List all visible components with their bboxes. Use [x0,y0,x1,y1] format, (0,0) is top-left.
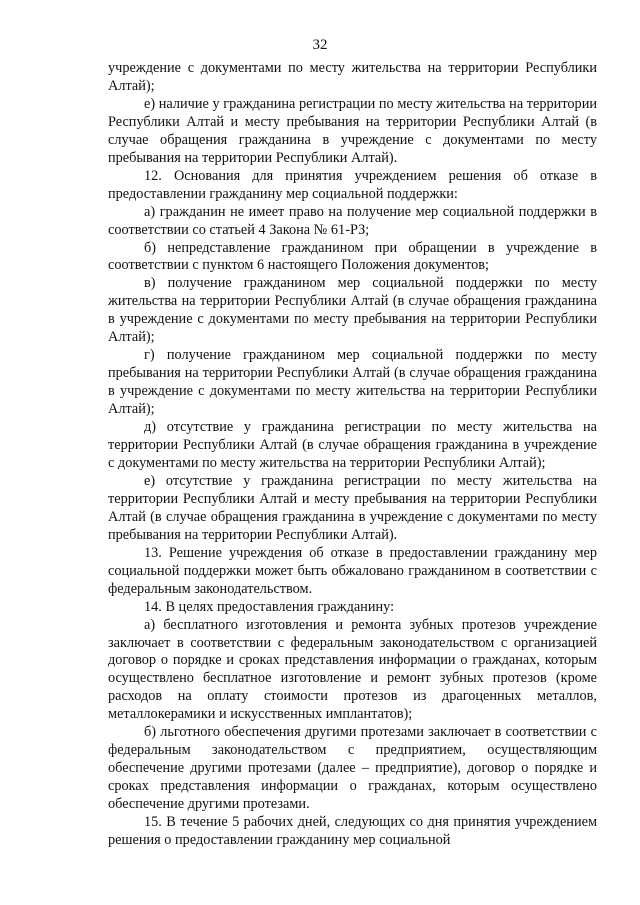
paragraph-clause-14: 14. В целях предоставления гражданину: [144,598,395,615]
paragraph-clause-12: 12. Основания для принятия учреждением решения об отказе в предоставлении гражданину мер социальной поддержки: [108,167,597,202]
paragraph-item-b-prosthetics: б) льготного обеспечения другими протезами заключает в соответствии с федеральным законодательством с предприятием, осуществляющим обеспечение другими протезами (далее – предприятие), договор о порядке и сроках представления информации о гражданах, которым осуществлено обеспечение другими протезами. [108,724,597,813]
page-number: 32 [312,37,328,53]
paragraph-item-g: г) получение гражданином мер социальной поддержки по месту пребывания на территории Республики Алтай (в случае обращения гражданина в учреждение с документами по месту жительства на территории Республики Алтай); [108,347,597,418]
paragraph-clause-13: 13. Решение учреждения об отказе в предоставлении гражданину мер социальной поддержки может быть обжаловано гражданином в соответствии с федеральным законодательством. [108,544,597,597]
paragraph-continuation: учреждение с документами по месту жительства на территории Республики Алтай); [108,60,597,94]
paragraph-item-e-registration: е) наличие у гражданина регистрации по месту жительства на территории Республики Алтай и месту пребывания на территории Республики Алтай (в случае обращения гражданина в учреждение с документами по месту пребывания на территории Республики Алтай). [108,95,597,166]
paragraph-item-e-absence: е) отсутствие у гражданина регистрации по месту жительства на территории Республики Алтай и месту пребывания на территории Республики Алтай (в случае обращения гражданина в учреждение с документами по месту пребывания на территории Республики Алтай). [108,472,597,543]
document-body [108,60,597,850]
paragraph-item-b: б) непредставление гражданином при обращении в учреждение в соответствии с пунктом 6 настоящего Положения документов; [108,239,597,274]
paragraph-item-a-dental: а) бесплатного изготовления и ремонта зубных протезов учреждение заключает в соответствии с федеральным законодательством с организацией договор о порядке и сроках представления информации о гражданах, которым осуществлено бесплатное изготовление и ремонт зубных протезов (кроме расходов на оплату стоимости протезов из драгоценных металлов, металлокерамики и искусственных имплантатов); [108,616,597,723]
paragraph-item-a: а) гражданин не имеет право на получение мер социальной поддержки в соответствии со статьей 4 Закона № 61-РЗ; [108,203,597,238]
paragraph-item-d: д) отсутствие у гражданина регистрации по месту жительства на территории Республики Алтай (в случае обращения гражданина в учреждение с документами по месту жительства на территории Республики Алтай); [108,419,597,471]
paragraph-clause-15: 15. В течение 5 рабочих дней, следующих со дня принятия учреждением решения о предоставлении гражданину мер социальной [108,814,597,848]
paragraph-item-v: в) получение гражданином мер социальной поддержки по месту жительства на территории Республики Алтай (в случае обращения гражданина в учреждение с документами по месту пребывания на территории Республики Алтай); [108,275,597,346]
